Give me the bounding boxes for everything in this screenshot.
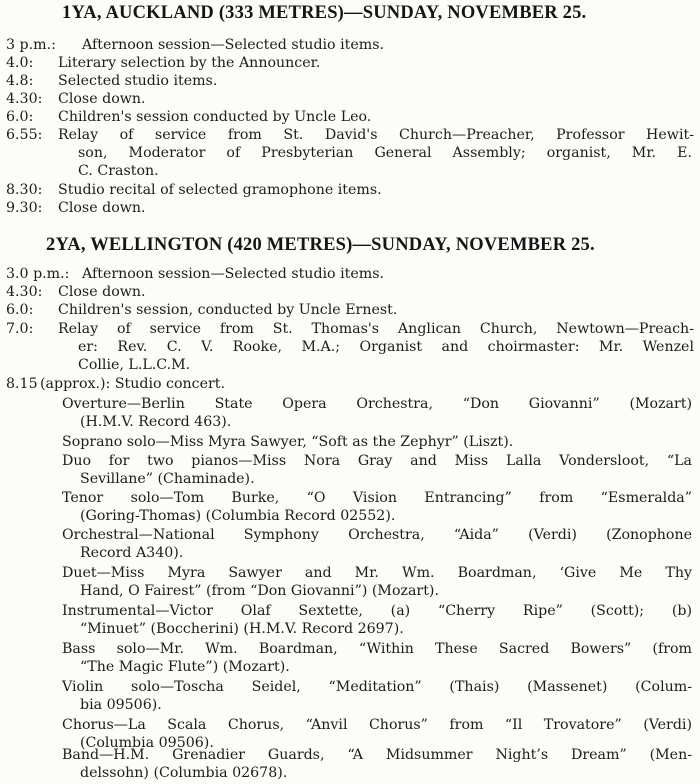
item-text: Close down. [58, 200, 146, 216]
item-text: Afternoon session—Selected studio items. [82, 37, 384, 53]
item-time: 4.8: [6, 73, 34, 89]
concert-item-line: “The Magic Flute”) (Mozart). [80, 659, 290, 675]
item-text: Close down. [58, 284, 146, 300]
item-text: Children's session, conducted by Uncle Ernest. [58, 302, 398, 318]
item-text-line: Relay of service from St. David's Church—Preacher, Professor Hewit- [58, 127, 694, 143]
item-time: 6.0: [6, 109, 34, 125]
item-time: 6.0: [6, 302, 34, 318]
item-text-line: son, Moderator of Presbyterian General Assembly; organist, Mr. E. [78, 145, 692, 161]
item-text-line: Relay of service from St. Thomas's Anglican Church, Newtown—Preach- [58, 321, 694, 337]
concert-item-line: Band—H.M. Grenadier Guards, “A Midsummer Night’s Dream” (Men- [62, 747, 692, 763]
item-text-line: C. Craston. [78, 163, 159, 179]
concert-item-line: Tenor solo—Tom Burke, “O Vision Entrancing” from “Esmeralda” [62, 490, 692, 506]
item-text-line: er: Rev. C. V. Rooke, M.A.; Organist and choirmaster: Mr. Wenzel [78, 339, 694, 355]
item-time: 9.30: [6, 200, 43, 216]
concert-item-line: Orchestral—National Symphony Orchestra, “Aida” (Verdi) (Zonophone [62, 527, 692, 543]
item-text-line: Collie, L.L.C.M. [78, 357, 191, 373]
concert-item-line: Duo for two pianos—Miss Nora Gray and Miss Lalla Vondersloot, “La [62, 453, 692, 469]
concert-item-line: (Goring-Thomas) (Columbia Record 02552). [80, 508, 396, 524]
station-2-heading: 2YA, WELLINGTON (420 METRES)—SUNDAY, NOVEMBER 25. [46, 235, 595, 255]
item-text: Close down. [58, 91, 146, 107]
item-time: 3 p.m.: [6, 37, 56, 53]
concert-item-line: Sevillane” (Chaminade). [80, 471, 255, 487]
concert-item-line: “Minuet” (Boccherini) (H.M.V. Record 2697). [80, 621, 404, 637]
item-text: Studio recital of selected gramophone items. [58, 182, 382, 198]
item-time: 6.55: [6, 127, 43, 143]
item-text: Selected studio items. [58, 73, 218, 89]
concert-item-line: delssohn) (Columbia 02678). [80, 765, 288, 781]
concert-item-line: Violin solo—Toscha Seidel, “Meditation” (Thais) (Massenet) (Colum- [62, 679, 692, 695]
concert-item-line: Bass solo—Mr. Wm. Boardman, “Within These Sacred Bowers” (from [62, 641, 692, 657]
item-time: 4.0: [6, 55, 34, 71]
item-text: Children's session conducted by Uncle Leo. [58, 109, 372, 125]
concert-item-line: Duet—Miss Myra Sawyer and Mr. Wm. Boardman, ‘Give Me Thy [62, 565, 692, 581]
concert-item-line: Record A340). [80, 545, 184, 561]
item-time: 3.0 p.m.: [6, 266, 70, 282]
item-time: 8.15 [6, 376, 38, 392]
item-time: 4.30: [6, 284, 43, 300]
concert-item-line: Instrumental—Victor Olaf Sextette, (a) “Cherry Ripe” (Scott); (b) [62, 603, 692, 619]
concert-item-line: Chorus—La Scala Chorus, “Anvil Chorus” from “Il Trovatore” (Verdi) [62, 717, 692, 733]
item-time: 4.30: [6, 91, 43, 107]
item-time: 7.0: [6, 321, 34, 337]
concert-item-line: Hand, O Fairest” (from “Don Giovanni”) (Mozart). [80, 583, 439, 599]
station-1-heading: 1YA, AUCKLAND (333 METRES)—SUNDAY, NOVEMBER 25. [62, 3, 587, 23]
concert-item-line: bia 09506). [80, 697, 162, 713]
item-text: Afternoon session—Selected studio items. [82, 266, 384, 282]
item-time: 8.30: [6, 182, 43, 198]
item-text: Literary selection by the Announcer. [58, 55, 321, 71]
concert-item-line: Soprano solo—Miss Myra Sawyer, “Soft as the Zephyr” (Liszt). [62, 434, 514, 450]
item-text: (approx.): Studio concert. [40, 376, 226, 392]
concert-item-line: (H.M.V. Record 463). [80, 414, 232, 430]
concert-item-line: Overture—Berlin State Opera Orchestra, “Don Giovanni” (Mozart) [62, 396, 692, 412]
concert-item-line: (Columbia 09506). [80, 735, 214, 751]
